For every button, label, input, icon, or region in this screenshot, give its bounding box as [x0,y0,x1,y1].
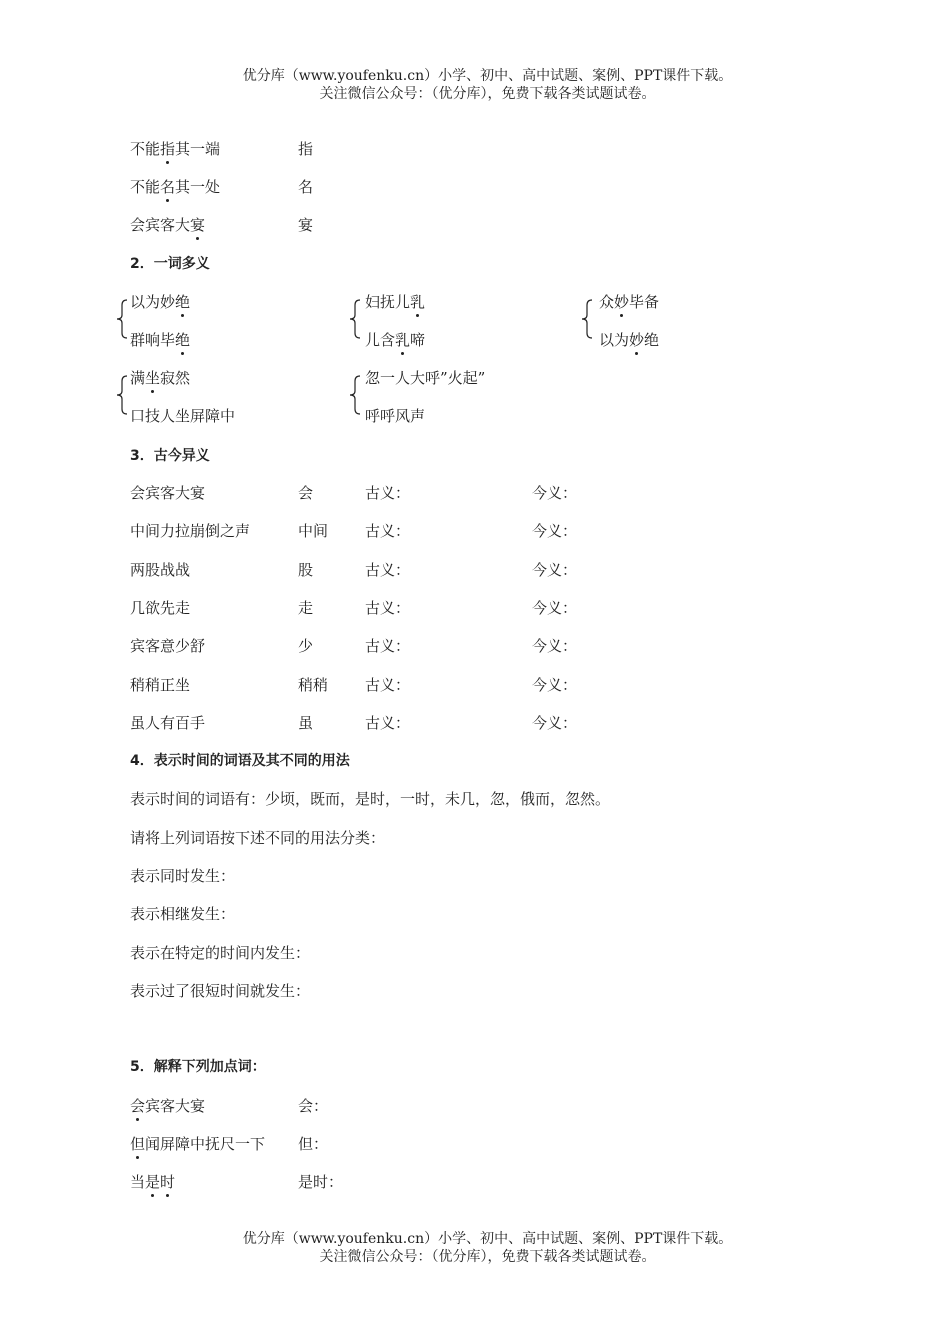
sec1-word-3: 宴 [298,216,314,234]
gu-yi-label: 古义： [365,484,411,502]
header-line-1: 优分库（www.youfenku.cn）小学、初中、高中试题、案例、PPT课件下载。 [242,68,733,84]
sec3-word: 走 [298,599,314,617]
emphasis-dot: 但 [130,1135,146,1153]
brace-icon [116,375,128,415]
emphasis-dot: 绝 [175,293,191,311]
sec5-answer-label: 会： [298,1097,329,1115]
sec1-word-2: 名 [298,178,314,196]
sec4-line-1: 表示时间的词语有：少顷，既而，是时，一时，未几，忽，俄而，忽然。 [130,790,611,808]
sec1-phrase-1: 不能指其一端 [130,140,221,158]
polysemy-a: 满坐寂然 [130,369,191,387]
sec5-phrase: 但闻屏障中抚尺一下 [130,1135,266,1153]
gu-yi-label: 古义： [365,676,411,694]
polysemy-b: 呼呼风声 [365,407,426,425]
jin-yi-label: 今义： [532,676,578,694]
polysemy-a: 众妙毕备 [599,293,660,311]
footer-line-1: 优分库（www.youfenku.cn）小学、初中、高中试题、案例、PPT课件下载。 [242,1231,733,1247]
jin-yi-label: 今义： [532,522,578,540]
sec3-word: 会 [298,484,314,502]
sec3-word: 少 [298,637,314,655]
gu-yi-label: 古义： [365,599,411,617]
sec4-item: 表示同时发生： [130,867,236,885]
sec3-phrase: 会宾客大宴 [130,484,206,502]
gu-yi-label: 古义： [365,637,411,655]
emphasis-dot: 坐 [145,369,161,387]
emphasis-dot: 绝 [175,331,191,349]
emphasis-dot: 妙 [629,331,645,349]
footer-line-2: 关注微信公众号：（优分库），免费下载各类试题试卷。 [319,1249,656,1265]
emphasis-dot: 乳 [410,293,426,311]
jin-yi-label: 今义： [532,714,578,732]
emphasis-dot: 会 [130,1097,146,1115]
emphasis-dot: 是 [145,1173,161,1191]
polysemy-b: 群响毕绝 [130,331,191,349]
sec5-phrase: 会宾客大宴 [130,1097,206,1115]
sec3-word: 股 [298,561,314,579]
polysemy-b: 儿含乳啼 [365,331,426,349]
sec4-item: 表示在特定的时间内发生： [130,944,311,962]
emphasis-dot: 乳 [395,331,411,349]
sec4-line-2: 请将上列词语按下述不同的用法分类： [130,829,386,847]
polysemy-b: 口技人坐屏障中 [130,407,236,425]
brace-icon [116,299,128,339]
polysemy-b: 以为妙绝 [599,331,660,349]
header-line-2: 关注微信公众号：（优分库），免费下载各类试题试卷。 [319,86,656,102]
gu-yi-label: 古义： [365,714,411,732]
emphasis-dot: 指 [160,140,176,158]
sec5-answer-label: 但： [298,1135,329,1153]
polysemy-a: 忽一人大呼”火起” [365,369,486,387]
jin-yi-label: 今义： [532,599,578,617]
sec5-title: 5．解释下列加点词： [130,1059,266,1075]
sec5-phrase: 当是时 [130,1173,176,1191]
polysemy-a: 妇抚儿乳 [365,293,426,311]
sec3-word: 虽 [298,714,314,732]
emphasis-dot: 名 [160,178,176,196]
sec4-item: 表示过了很短时间就发生： [130,982,311,1000]
sec4-title: 4．表示时间的词语及其不同的用法 [130,753,350,769]
sec3-word: 中间 [298,522,329,540]
sec5-answer-label: 是时： [298,1173,344,1191]
polysemy-a: 以为妙绝 [130,293,191,311]
jin-yi-label: 今义： [532,561,578,579]
jin-yi-label: 今义： [532,484,578,502]
sec3-phrase: 宾客意少舒 [130,637,206,655]
emphasis-dot: 妙 [614,293,630,311]
sec3-phrase: 稍稍正坐 [130,676,191,694]
sec3-phrase: 虽人有百手 [130,714,206,732]
gu-yi-label: 古义： [365,522,411,540]
sec3-title: 3．古今异义 [130,448,210,464]
sec1-phrase-2: 不能名其一处 [130,178,221,196]
sec3-word: 稍稍 [298,676,329,694]
gu-yi-label: 古义： [365,561,411,579]
brace-icon [349,299,361,339]
emphasis-dot: 宴 [190,216,206,234]
sec3-phrase: 中间力拉崩倒之声 [130,522,251,540]
emphasis-dot: 时 [160,1173,176,1191]
sec1-word-1: 指 [298,140,314,158]
sec3-phrase: 两股战战 [130,561,191,579]
sec1-phrase-3: 会宾客大宴 [130,216,206,234]
jin-yi-label: 今义： [532,637,578,655]
brace-icon [349,375,361,415]
sec3-phrase: 几欲先走 [130,599,191,617]
sec4-item: 表示相继发生： [130,905,236,923]
brace-icon [581,299,593,339]
sec2-title: 2．一词多义 [130,256,210,272]
